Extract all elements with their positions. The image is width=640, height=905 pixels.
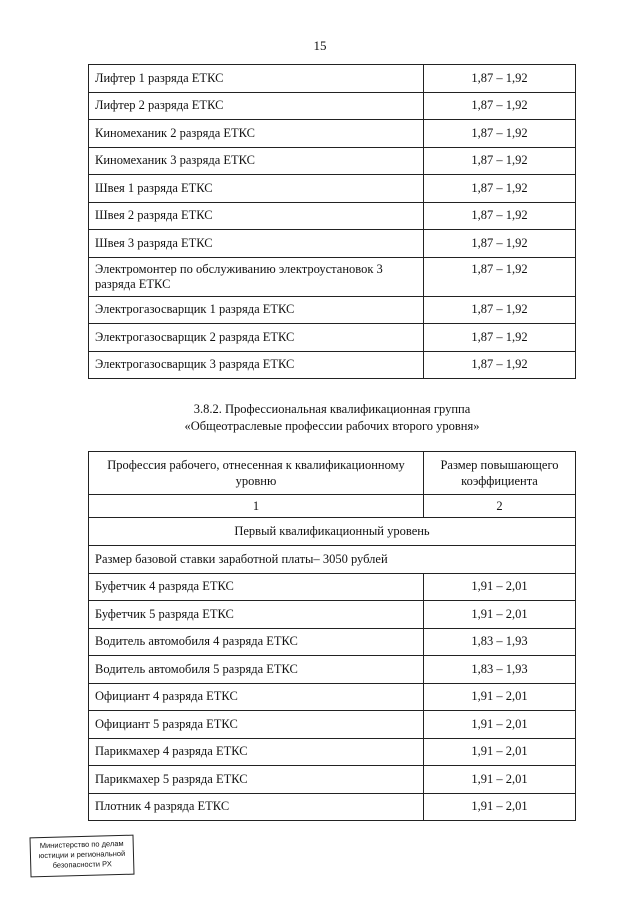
level-title: Первый квалификационный уровень — [89, 518, 576, 546]
table-row — [89, 65, 576, 93]
ministry-stamp — [29, 835, 134, 878]
profession-cell: Парикмахер 4 разряда ЕТКС — [89, 738, 424, 766]
table-row — [89, 351, 576, 379]
stamp-line2: юстиции и региональной — [38, 848, 126, 861]
coefficient-table — [88, 451, 576, 821]
stamp-line3: безопасности РХ — [52, 859, 112, 870]
stamp-line1: Министерство по делам — [39, 838, 124, 851]
base-salary: Размер базовой ставки заработной платы– 3050 рублей — [89, 546, 576, 574]
profession-cell: Швея 3 разряда ЕТКС — [89, 230, 424, 258]
profession-cell: Буфетчик 5 разряда ЕТКС — [89, 601, 424, 629]
table-row — [89, 92, 576, 120]
coefficient-table-continued — [88, 64, 576, 379]
table-row — [89, 738, 576, 766]
level-title-row — [89, 518, 576, 546]
column-number-row — [89, 495, 576, 518]
coefficient-cell: 1,91 – 2,01 — [424, 738, 576, 766]
coefficient-cell: 1,87 – 1,92 — [424, 230, 576, 258]
table-header-row — [89, 452, 576, 495]
table-row — [89, 766, 576, 794]
coefficient-cell: 1,87 – 1,92 — [424, 202, 576, 230]
base-salary-row — [89, 546, 576, 574]
table-row — [89, 175, 576, 203]
table-row — [89, 324, 576, 352]
coefficient-cell: 1,87 – 1,92 — [424, 324, 576, 352]
header-coefficient: Размер повышающего коэффициента — [424, 452, 576, 495]
table-row — [89, 296, 576, 324]
profession-cell: Парикмахер 5 разряда ЕТКС — [89, 766, 424, 794]
section-heading-line1: 3.8.2. Профессиональная квалификационная группа — [193, 402, 471, 416]
column-number-1: 1 — [89, 495, 424, 518]
table-row — [89, 120, 576, 148]
profession-cell: Плотник 4 разряда ЕТКС — [89, 793, 424, 821]
coefficient-cell: 1,91 – 2,01 — [424, 601, 576, 629]
profession-cell: Лифтер 2 разряда ЕТКС — [89, 92, 424, 120]
coefficient-cell: 1,91 – 2,01 — [424, 766, 576, 794]
table-row — [89, 257, 576, 296]
coefficient-cell: 1,91 – 2,01 — [424, 683, 576, 711]
table-row — [89, 628, 576, 656]
profession-cell: Киномеханик 2 разряда ЕТКС — [89, 120, 424, 148]
column-number-2: 2 — [424, 495, 576, 518]
profession-cell: Электромонтер по обслуживанию электроустановок 3 разряда ЕТКС — [89, 257, 424, 296]
coefficient-cell: 1,87 – 1,92 — [424, 175, 576, 203]
page-number: 15 — [313, 38, 327, 53]
section-heading-line2: «Общеотраслевые профессии рабочих второго уровня» — [184, 419, 480, 433]
coefficient-cell: 1,87 – 1,92 — [424, 65, 576, 93]
coefficient-cell: 1,87 – 1,92 — [424, 296, 576, 324]
table-row — [89, 230, 576, 258]
profession-cell: Буфетчик 4 разряда ЕТКС — [89, 573, 424, 601]
coefficient-cell: 1,87 – 1,92 — [424, 120, 576, 148]
profession-cell: Официант 5 разряда ЕТКС — [89, 711, 424, 739]
table-row — [89, 147, 576, 175]
table-row — [89, 683, 576, 711]
profession-cell: Лифтер 1 разряда ЕТКС — [89, 65, 424, 93]
profession-cell: Киномеханик 3 разряда ЕТКС — [89, 147, 424, 175]
profession-cell: Водитель автомобиля 4 разряда ЕТКС — [89, 628, 424, 656]
coefficient-cell: 1,91 – 2,01 — [424, 711, 576, 739]
profession-cell: Электрогазосварщик 3 разряда ЕТКС — [89, 351, 424, 379]
table-row — [89, 601, 576, 629]
profession-cell: Электрогазосварщик 2 разряда ЕТКС — [89, 324, 424, 352]
coefficient-cell: 1,87 – 1,92 — [424, 92, 576, 120]
coefficient-cell: 1,83 – 1,93 — [424, 656, 576, 684]
table-row — [89, 656, 576, 684]
profession-cell: Водитель автомобиля 5 разряда ЕТКС — [89, 656, 424, 684]
coefficient-cell: 1,91 – 2,01 — [424, 793, 576, 821]
profession-cell: Официант 4 разряда ЕТКС — [89, 683, 424, 711]
section-heading — [88, 401, 576, 435]
coefficient-cell: 1,87 – 1,92 — [424, 257, 576, 296]
profession-cell: Швея 1 разряда ЕТКС — [89, 175, 424, 203]
header-profession: Профессия рабочего, отнесенная к квалификационному уровню — [89, 452, 424, 495]
table-row — [89, 711, 576, 739]
profession-cell: Швея 2 разряда ЕТКС — [89, 202, 424, 230]
coefficient-cell: 1,83 – 1,93 — [424, 628, 576, 656]
table-row — [89, 793, 576, 821]
coefficient-cell: 1,87 – 1,92 — [424, 147, 576, 175]
coefficient-cell: 1,91 – 2,01 — [424, 573, 576, 601]
table-row — [89, 573, 576, 601]
profession-cell: Электрогазосварщик 1 разряда ЕТКС — [89, 296, 424, 324]
coefficient-cell: 1,87 – 1,92 — [424, 351, 576, 379]
table-row — [89, 202, 576, 230]
